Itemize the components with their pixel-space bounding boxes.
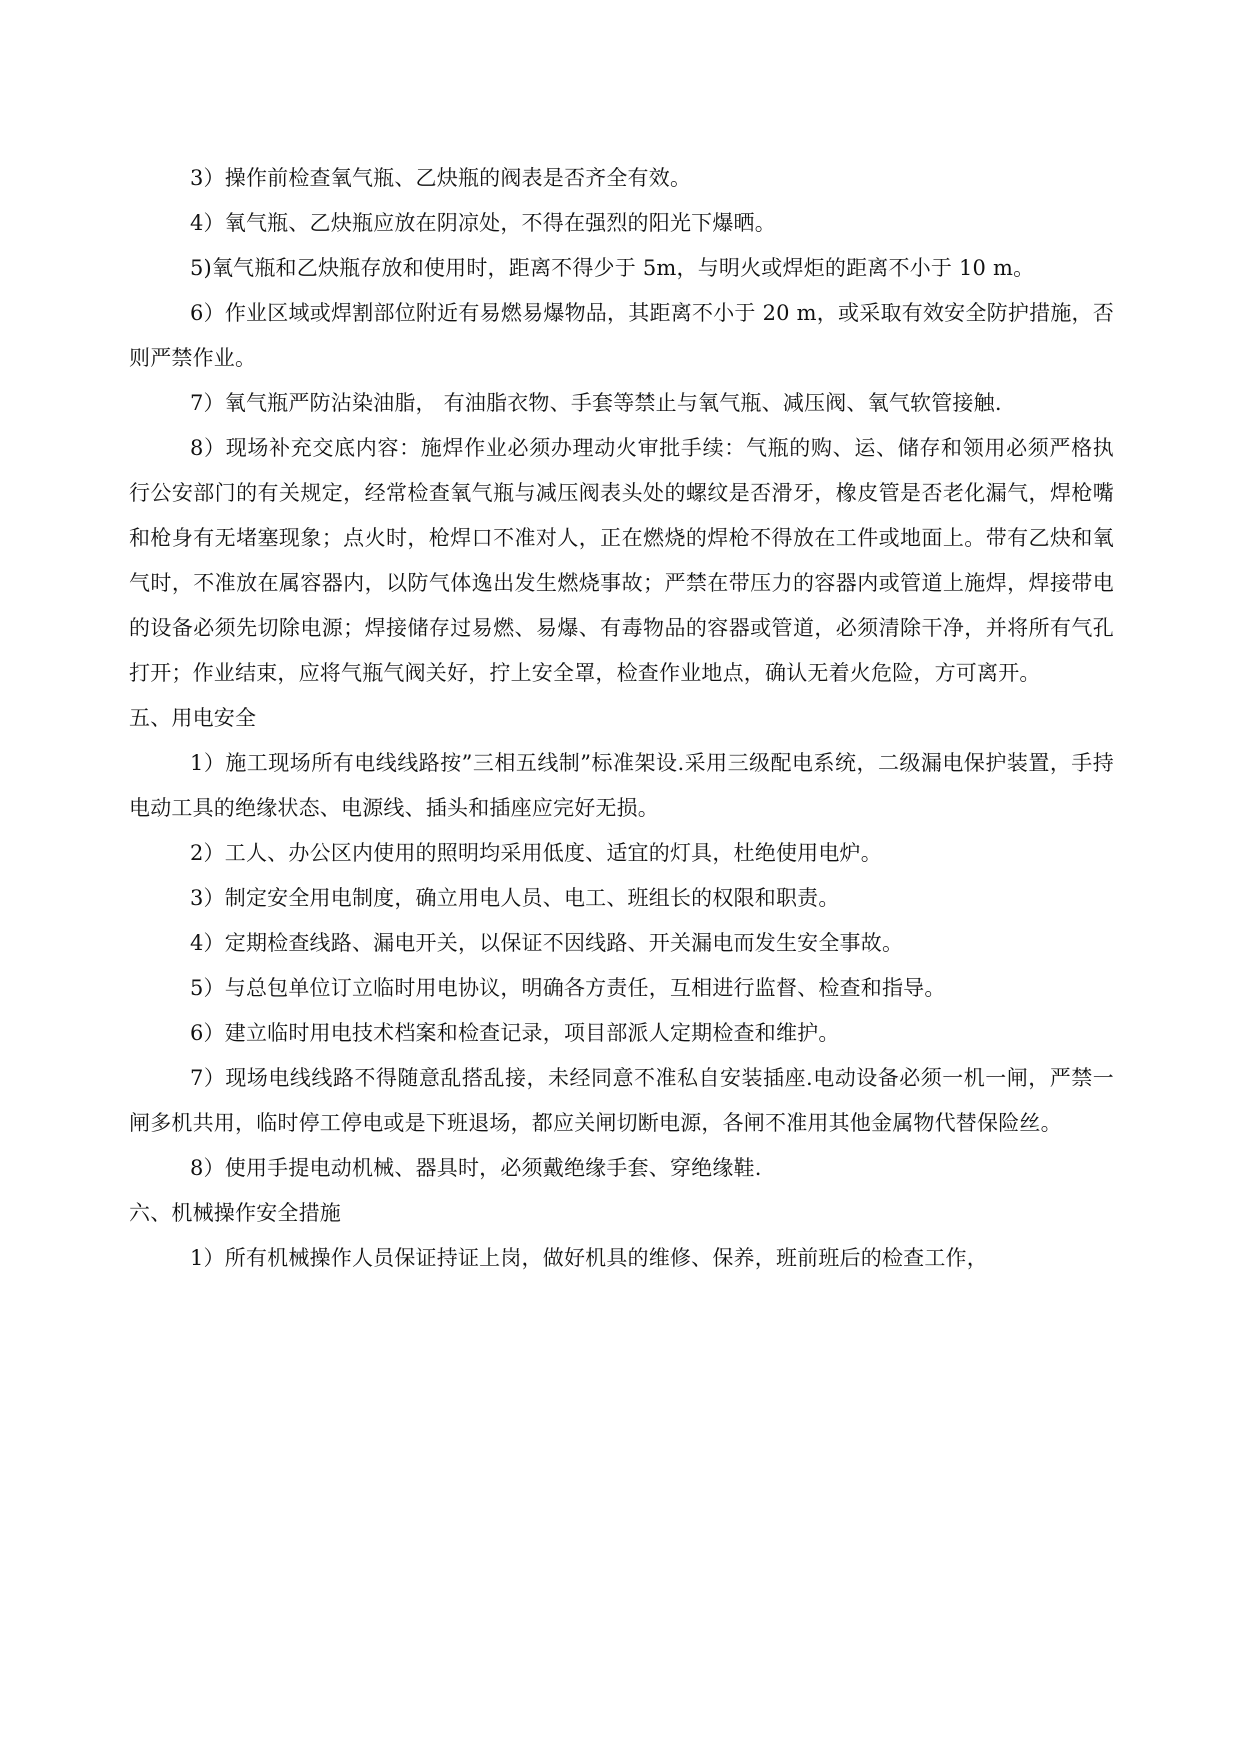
- paragraph-electrical-1: 1）施工现场所有电线线路按”三相五线制”标准架设.采用三级配电系统，二级漏电保护装置，手持电动工具的绝缘状态、电源线、插头和插座应完好无损。: [129, 751, 1114, 820]
- document-body: [129, 156, 1114, 1281]
- paragraph-electrical-3: 3）制定安全用电制度，确立用电人员、电工、班组长的权限和职责。: [190, 886, 840, 910]
- paragraph-machinery-1: 1）所有机械操作人员保证持证上岗，做好机具的维修、保养，班前班后的检查工作，: [190, 1246, 988, 1270]
- paragraph-electrical-6: 6）建立临时用电技术档案和检查记录，项目部派人定期检查和维护。: [190, 1021, 840, 1045]
- paragraph-welding-7: 7）氧气瓶严防沾染油脂， 有油脂衣物、手套等禁止与氧气瓶、减压阀、氧气软管接触.: [190, 391, 1002, 415]
- paragraph-welding-8: 8）现场补充交底内容：施焊作业必须办理动火审批手续：气瓶的购、运、储存和领用必须严格执行公安部门的有关规定，经常检查氧气瓶与减压阀表头处的螺纹是否滑牙，橡皮管是否老化漏气，焊枪嘴和枪身有无堵塞现象；点火时，枪焊口不准对人，正在燃烧的焊枪不得放在工件或地面上。带有乙炔和氧气时，不准放在属容器内，以防气体逸出发生燃烧事故；严禁在带压力的容器内或管道上施焊，焊接带电的设备必须先切除电源；焊接储存过易燃、易爆、有毒物品的容器或管道，必须清除干净，并将所有气孔打开；作业结束，应将气瓶气阀关好，拧上安全罩，检查作业地点，确认无着火危险，方可离开。: [129, 436, 1114, 685]
- paragraph-welding-3: 3）操作前检查氧气瓶、乙炔瓶的阀表是否齐全有效。: [190, 166, 692, 190]
- paragraph-electrical-2: 2）工人、办公区内使用的照明均采用低度、适宜的灯具，杜绝使用电炉。: [190, 841, 882, 865]
- paragraph-electrical-4: 4）定期检查线路、漏电开关，以保证不因线路、开关漏电而发生安全事故。: [190, 931, 904, 955]
- paragraph-electrical-7: 7）现场电线线路不得随意乱搭乱接，未经同意不准私自安装插座.电动设备必须一机一闸，严禁一闸多机共用，临时停工停电或是下班退场，都应关闸切断电源，各闸不准用其他金属物代替保险丝。: [129, 1066, 1114, 1135]
- paragraph-electrical-8: 8）使用手提电动机械、器具时，必须戴绝缘手套、穿绝缘鞋.: [190, 1156, 762, 1180]
- paragraph-welding-4: 4）氧气瓶、乙炔瓶应放在阴凉处，不得在强烈的阳光下爆晒。: [190, 211, 776, 235]
- section-heading-electrical-safety: 五、用电安全: [129, 706, 257, 730]
- paragraph-electrical-5: 5）与总包单位订立临时用电协议，明确各方责任，互相进行监督、检查和指导。: [190, 976, 946, 1000]
- paragraph-welding-5: 5)氧气瓶和乙炔瓶存放和使用时，距离不得少于 5m，与明火或焊炬的距离不小于 10 m。: [190, 256, 1035, 280]
- section-heading-machinery-safety: 六、机械操作安全措施: [129, 1201, 341, 1225]
- paragraph-welding-6: 6）作业区域或焊割部位附近有易燃易爆物品，其距离不小于 20 m，或采取有效安全防护措施，否则严禁作业。: [129, 301, 1114, 370]
